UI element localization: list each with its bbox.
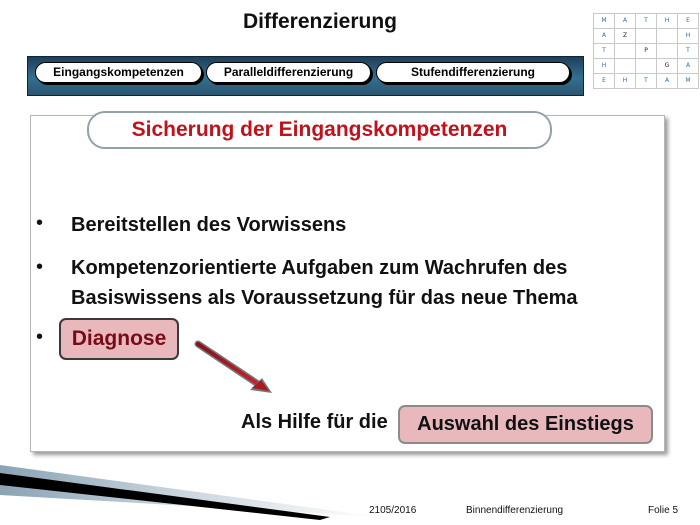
logo-cell: T (636, 14, 657, 29)
section-heading: Sicherung der Eingangskompetenzen (87, 111, 552, 149)
slide-title: Differenzierung (242, 10, 397, 33)
logo-cell: P (636, 44, 657, 59)
logo-cell: E (594, 74, 615, 89)
slide-number: Folie 5 (648, 505, 679, 516)
tab-paralleldifferenzierung[interactable]: Paralleldifferenzierung (206, 62, 371, 83)
diagnose-box: Diagnose (59, 318, 179, 360)
logo-cell: H (678, 29, 699, 44)
bullet-text: Bereitstellen des Vorwissens (71, 214, 347, 236)
logo-cell: T (678, 44, 699, 59)
logo-cell: T (594, 44, 615, 59)
logo-cell: M (594, 14, 615, 29)
logo-cell: A (615, 14, 636, 29)
logo-cell (615, 59, 636, 74)
bullet-marker: • (36, 326, 44, 348)
logo-cell (657, 29, 678, 44)
logo-cell (615, 44, 636, 59)
tab-bar (27, 56, 584, 96)
hint-highlight: Auswahl des Einstiegs (398, 405, 653, 444)
bullet-marker: • (36, 256, 44, 278)
logo-cell: T (636, 74, 657, 89)
diagonal-arrow-icon (190, 338, 280, 400)
bullet-marker: • (36, 212, 44, 234)
logo-cell: A (594, 29, 615, 44)
logo-cell: Z (615, 29, 636, 44)
logo-cell (636, 29, 657, 44)
logo-cell: G (657, 59, 678, 74)
footer-swoosh (0, 455, 700, 525)
logo-cell: H (594, 59, 615, 74)
bullet-text: Basiswissens als Voraussetzung für das neue Thema (71, 287, 578, 309)
logo-cell (636, 59, 657, 74)
logo-cell: M (678, 74, 699, 89)
mathe-logo (593, 13, 699, 89)
logo-cell: A (657, 74, 678, 89)
bullet-text: Kompetenzorientierte Aufgaben zum Wachrufen des (71, 257, 568, 279)
tab-stufendifferenzierung[interactable]: Stufendifferenzierung (376, 62, 570, 83)
tab-eingangskompetenzen[interactable]: Eingangskompetenzen (35, 62, 202, 83)
footer-topic: Binnendifferenzierung (466, 505, 564, 516)
logo-cell: A (678, 59, 699, 74)
hint-text: Als Hilfe für die (241, 411, 388, 433)
logo-cell: H (615, 74, 636, 89)
footer-date: 2105/2016 (369, 505, 417, 516)
logo-cell: E (678, 14, 699, 29)
logo-cell: H (657, 14, 678, 29)
logo-cell (657, 44, 678, 59)
